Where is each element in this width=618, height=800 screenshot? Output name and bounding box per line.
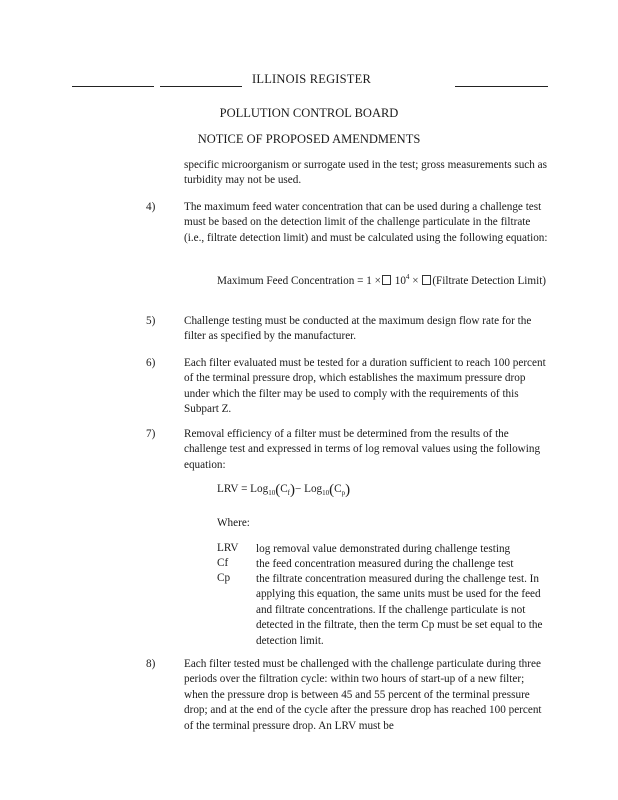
equation-symbol-box bbox=[382, 275, 391, 285]
lrv-lhs: LRV = Log bbox=[217, 483, 269, 495]
item-number: 5) bbox=[146, 315, 156, 327]
close-paren: ) bbox=[290, 482, 296, 498]
equation-symbol-box bbox=[422, 275, 431, 285]
header-rule-left-1 bbox=[72, 86, 154, 87]
header-rule-right bbox=[455, 86, 548, 87]
item-text: Challenge testing must be conducted at the maximum design flow rate for the filter as specified by the manufacturer. bbox=[184, 315, 532, 343]
item-number: 4) bbox=[146, 201, 156, 213]
definition-term: LRV bbox=[217, 542, 239, 554]
register-header bbox=[72, 72, 548, 88]
equation-lhs: Maximum Feed Concentration = 1 × bbox=[217, 275, 381, 287]
equation-tail: (Filtrate Detection Limit) bbox=[432, 275, 547, 287]
feed-concentration-equation: Maximum Feed Concentration = $1 \times 10^4$ × (Filtrate Detection Limit) bbox=[217, 273, 547, 287]
definition-term: Cf bbox=[217, 557, 229, 569]
item-text: Removal efficiency of a filter must be determined from the results of the challenge test and expressed in terms of log removal values using the following equation: bbox=[184, 428, 541, 471]
item-number: 6) bbox=[146, 357, 156, 369]
item-text: Each filter evaluated must be tested for a duration sufficient to reach 100 percent of the terminal pressure drop, which establishes the maximum pressure drop under which the filter may be used to comply with the requirements of this Subpart Z. bbox=[184, 357, 546, 416]
board-name: POLLUTION CONTROL BOARD bbox=[219, 106, 399, 120]
close-paren: ) bbox=[345, 482, 351, 498]
item-text: Each filter tested must be challenged with the challenge particulate during three periods over the filtration cycle: within two hours of start-up of a new filter; when the pressure drop is between 45 and 55 percent of the terminal pressure drop; and at the end of the cycle after the pressure drop has reached 100 percent of the terminal pressure drop. An LRV must be bbox=[184, 658, 542, 732]
log-base: 10 bbox=[268, 489, 276, 497]
register-title: ILLINOIS REGISTER bbox=[252, 72, 372, 86]
notice-title: NOTICE OF PROPOSED AMENDMENTS bbox=[197, 132, 421, 146]
definition-term: Cp bbox=[217, 572, 231, 584]
item-number: 7) bbox=[146, 428, 156, 440]
item-text: The maximum feed water concentration that can be used during a challenge test must be based on the detection limit of the challenge particulate in the filtrate (i.e., filtrate detection limit) and must be calculated using the following equation: bbox=[184, 201, 548, 244]
open-paren: ( bbox=[275, 482, 281, 498]
continuation-paragraph: specific microorganism or surrogate used in the test; gross measurements such as turbidity may not be used. bbox=[184, 159, 547, 187]
header-rule-left-2 bbox=[160, 86, 242, 87]
definition-text: the filtrate concentration measured during the challenge test. In applying this equation, the same units must be used for the feed and filtrate concentrations. If the challenge particulate is not detected in the filtrate, then the term Cp must be set equal to the detection limit. bbox=[256, 573, 543, 647]
cf-subscript: f bbox=[287, 489, 291, 497]
definition-text: the feed concentration measured during the challenge test bbox=[256, 558, 514, 570]
open-paren: ( bbox=[329, 482, 335, 498]
where-label: Where: bbox=[217, 517, 250, 529]
cp-subscript: p bbox=[341, 489, 346, 497]
definition-text: log removal value demonstrated during challenge testing bbox=[256, 543, 511, 555]
item-number: 8) bbox=[146, 658, 156, 670]
cf-letter: C bbox=[280, 483, 288, 495]
cp-letter: C bbox=[334, 483, 342, 495]
lrv-equation bbox=[217, 482, 350, 501]
lrv-minus-log: − Log bbox=[295, 483, 323, 495]
log-base: 10 bbox=[322, 489, 330, 497]
equation-exponent: 4 bbox=[405, 273, 410, 281]
equation-power-base: 10 bbox=[394, 275, 406, 287]
